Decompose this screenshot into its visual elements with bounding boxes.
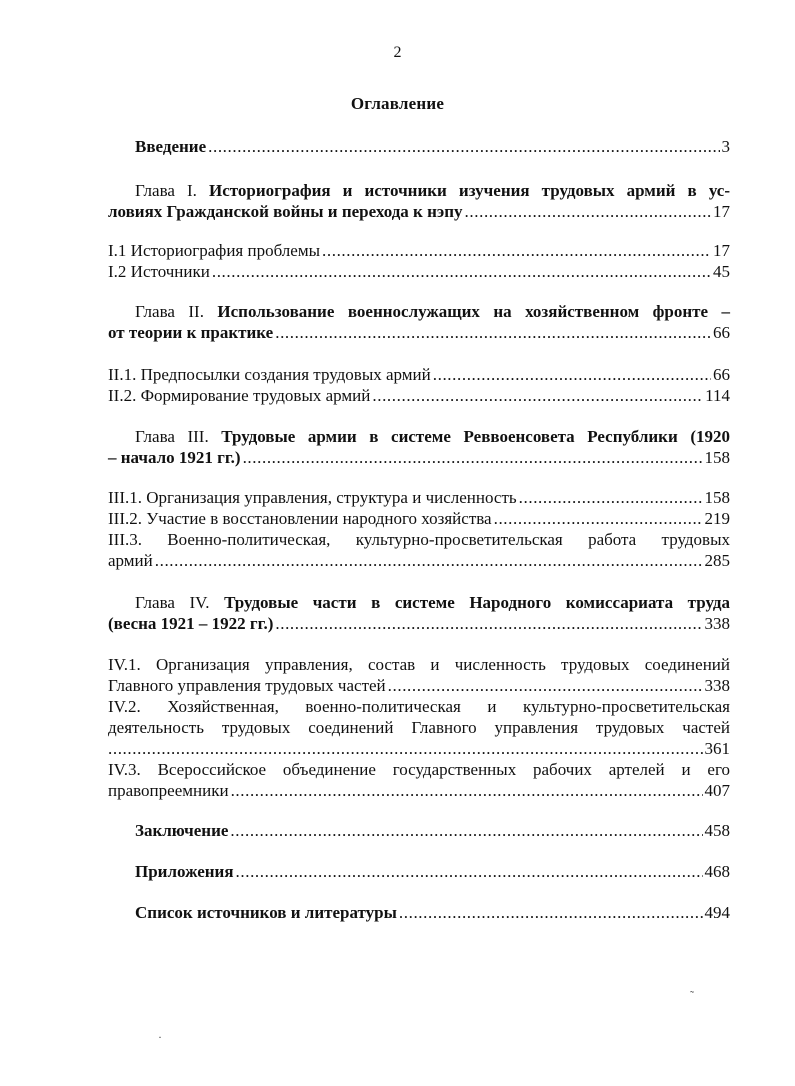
toc-entry-page: 66 <box>713 323 730 342</box>
toc-entry-section[interactable] <box>108 385 730 406</box>
toc-entry-section[interactable] <box>108 240 730 261</box>
dot-leader <box>275 613 702 634</box>
dot-leader <box>208 136 719 157</box>
dot-leader <box>465 201 711 222</box>
toc-entry-page: 468 <box>704 862 730 881</box>
toc-entry-section[interactable] <box>108 261 730 282</box>
toc-entry-page: 219 <box>704 509 730 528</box>
toc-entry-label: I.1 Историография проблемы <box>108 241 321 260</box>
toc-entry-section[interactable] <box>108 529 730 550</box>
page-number: 2 <box>393 44 402 61</box>
dot-leader <box>155 550 703 571</box>
chapter-title-cont: от теории к практике <box>108 323 274 342</box>
toc-entry-page: 158 <box>704 488 730 507</box>
scan-speck: · <box>158 1030 162 1044</box>
toc-entry-appendices[interactable] <box>135 861 730 882</box>
toc-entry-section[interactable] <box>108 654 730 675</box>
toc-entry-label-cont: правопреемники <box>108 781 229 800</box>
dot-leader <box>108 738 703 759</box>
scan-speck: ˜ <box>690 988 694 1002</box>
dot-leader <box>388 675 703 696</box>
chapter-3-heading[interactable] <box>135 426 730 447</box>
dot-leader <box>433 364 711 385</box>
toc-entry-label: IV.3. Всероссийское объединение государственных рабочих артелей и его <box>108 760 730 779</box>
toc-entry-page: 338 <box>704 614 730 633</box>
toc-entry-label: Заключение <box>135 821 229 840</box>
toc-entry-page: 66 <box>713 365 730 384</box>
toc-entry-section[interactable] <box>108 364 730 385</box>
chapter-4-heading[interactable] <box>135 592 730 613</box>
dot-leader <box>212 261 711 282</box>
dot-leader <box>230 820 702 841</box>
chapter-title: Трудовые части в системе Народного комиссариата труда <box>224 593 730 612</box>
chapter-2-heading[interactable] <box>135 301 730 322</box>
dot-leader <box>236 861 703 882</box>
toc-entry-page: 407 <box>704 781 730 800</box>
toc-entry-label: Введение <box>135 137 207 156</box>
toc-entry-page: 3 <box>721 137 730 156</box>
chapter-prefix: Глава II. <box>135 302 204 321</box>
dot-leader <box>275 322 711 343</box>
toc-entry-page: 494 <box>704 903 730 922</box>
dot-leader <box>399 902 703 923</box>
toc-entry-label: II.1. Предпосылки создания трудовых армий <box>108 365 431 384</box>
toc-entry-page: 285 <box>704 551 730 570</box>
dot-leader <box>322 240 711 261</box>
chapter-title-cont: (весна 1921 – 1922 гг.) <box>108 614 274 633</box>
toc-entry-page: 361 <box>704 739 730 758</box>
toc-entry-page: 338 <box>704 676 730 695</box>
toc-entry-section[interactable] <box>108 696 730 717</box>
toc-entry-intro[interactable] <box>135 136 730 157</box>
chapter-title: Трудовые армии в системе Реввоенсовета Республики (1920 <box>221 427 730 446</box>
toc-entry-sources[interactable] <box>135 902 730 923</box>
chapter-prefix: Глава III. <box>135 427 209 446</box>
toc-entry-section-cont[interactable] <box>108 675 730 696</box>
dot-leader <box>243 447 703 468</box>
chapter-prefix: Глава I. <box>135 181 197 200</box>
toc-entry-conclusion[interactable] <box>135 820 730 841</box>
toc-entry-label: I.2 Источники <box>108 262 210 281</box>
toc-entry-page: 458 <box>704 821 730 840</box>
chapter-title-cont: – начало 1921 гг.) <box>108 448 241 467</box>
dot-leader <box>231 780 703 801</box>
toc-entry-page: 17 <box>713 241 730 260</box>
toc-entry-label: Список источников и литературы <box>135 903 397 922</box>
toc-entry-label: Приложения <box>135 862 234 881</box>
toc-entry-section-cont[interactable] <box>108 550 730 571</box>
chapter-title: Историография и источники изучения трудовых армий в ус- <box>209 181 731 200</box>
toc-entry-section-cont[interactable] <box>108 780 730 801</box>
chapter-title: Использование военнослужащих на хозяйственном фронте – <box>217 302 731 321</box>
dot-leader <box>494 508 703 529</box>
chapter-title-cont: ловиях Гражданской войны и перехода к нэпу <box>108 202 463 221</box>
toc-entry-label: III.3. Военно-политическая, культурно-просветительская работа трудовых <box>108 530 730 549</box>
chapter-3-heading-cont[interactable] <box>108 447 730 468</box>
toc-entry-section[interactable] <box>108 759 730 780</box>
chapter-1-heading-cont[interactable] <box>108 201 730 222</box>
dot-leader <box>519 487 703 508</box>
dot-leader <box>372 385 703 406</box>
toc-entry-section[interactable] <box>108 508 730 529</box>
toc-entry-section[interactable] <box>108 487 730 508</box>
toc-entry-page: 17 <box>713 202 730 221</box>
toc-entry-label: III.1. Организация управления, структура и численность <box>108 488 517 507</box>
toc-entry-label: IV.1. Организация управления, состав и численность трудовых соединений <box>108 655 730 674</box>
toc-entry-label-cont: деятельность трудовых соединений Главного управления трудовых частей <box>108 718 730 737</box>
toc-entry-section-leader[interactable] <box>108 738 730 759</box>
toc-entry-label: II.2. Формирование трудовых армий <box>108 386 371 405</box>
toc-entry-section-cont[interactable] <box>108 717 730 738</box>
toc-entry-page: 45 <box>713 262 730 281</box>
toc-entry-label: III.2. Участие в восстановлении народного хозяйства <box>108 509 492 528</box>
toc-entry-page: 114 <box>705 386 730 405</box>
toc-title: Оглавление <box>350 94 445 113</box>
chapter-1-heading[interactable] <box>135 180 730 201</box>
toc-entry-label-cont: армий <box>108 551 153 570</box>
chapter-4-heading-cont[interactable] <box>108 613 730 634</box>
toc-entry-label-cont: Главного управления трудовых частей <box>108 676 386 695</box>
toc-entry-label: IV.2. Хозяйственная, военно-политическая и культурно-просветительская <box>108 697 730 716</box>
chapter-prefix: Глава IV. <box>135 593 210 612</box>
toc-entry-page: 158 <box>704 448 730 467</box>
chapter-2-heading-cont[interactable] <box>108 322 730 343</box>
